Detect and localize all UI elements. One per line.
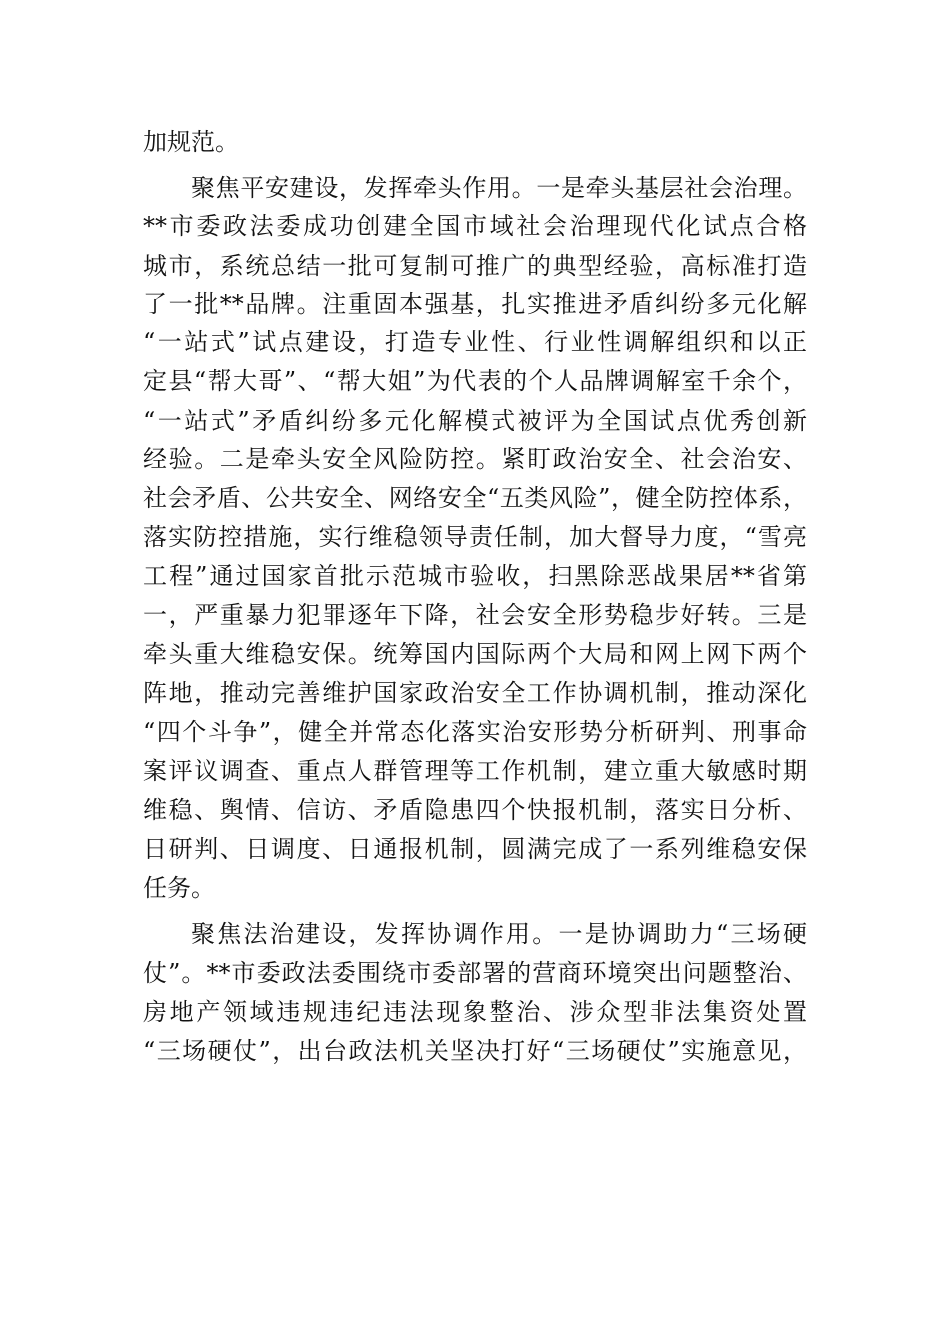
text-line: **市委政法委成功创建全国市域社会治理现代化试点合格 — [143, 212, 807, 240]
text-line: 工程”通过国家首批示范城市验收，扫黑除恶战果居**省第 — [143, 562, 807, 590]
text-line: 经验。二是牵头安全风险防控。紧盯政治安全、社会治安、 — [143, 445, 807, 473]
text-line: 社会矛盾、公共安全、网络安全“五类风险”，健全防控体系， — [143, 484, 807, 512]
text-line: 加规范。 — [143, 128, 239, 156]
text-line: “一站式”试点建设，打造专业性、行业性调解组织和以正 — [143, 328, 807, 356]
text-line: 仗”。**市委政法委围绕市委部署的营商环境突出问题整治、 — [143, 959, 807, 987]
text-line: 日研判、日调度、日通报机制，圆满完成了一系列维稳安保 — [143, 835, 807, 863]
text-line: 城市，系统总结一批可复制可推广的典型经验，高标准打造 — [143, 252, 807, 280]
text-line: 阵地，推动完善维护国家政治安全工作协调机制，推动深化 — [143, 679, 807, 707]
text-line: 维稳、舆情、信访、矛盾隐患四个快报机制，落实日分析、 — [143, 796, 807, 824]
paragraph-first-line: 聚焦法治建设，发挥协调作用。一是协调助力“三场硬 — [191, 920, 807, 948]
paragraph-first-line: 聚焦平安建设，发挥牵头作用。一是牵头基层社会治理。 — [191, 174, 807, 202]
text-line: 落实防控措施，实行维稳领导责任制，加大督导力度，“雪亮 — [143, 523, 807, 551]
text-line: 定县“帮大哥”、“帮大姐”为代表的个人品牌调解室千余个， — [143, 367, 807, 395]
text-line: “一站式”矛盾纠纷多元化解模式被评为全国试点优秀创新 — [143, 407, 807, 435]
text-line: 房地产领域违规违纪违法现象整治、涉众型非法集资处置 — [143, 998, 807, 1026]
text-line: 一，严重暴力犯罪逐年下降，社会安全形势稳步好转。三是 — [143, 601, 807, 629]
text-line: 案评议调查、重点人群管理等工作机制，建立重大敏感时期 — [143, 757, 807, 785]
text-line: 任务。 — [143, 874, 215, 902]
text-line: 牵头重大维稳安保。统筹国内国际两个大局和网上网下两个 — [143, 640, 807, 668]
text-line: 了一批**品牌。注重固本强基，扎实推进矛盾纠纷多元化解 — [143, 290, 807, 318]
text-line: “四个斗争”，健全并常态化落实治安形势分析研判、刑事命 — [143, 718, 807, 746]
text-line: “三场硬仗”，出台政法机关坚决打好“三场硬仗”实施意见， — [143, 1037, 807, 1065]
